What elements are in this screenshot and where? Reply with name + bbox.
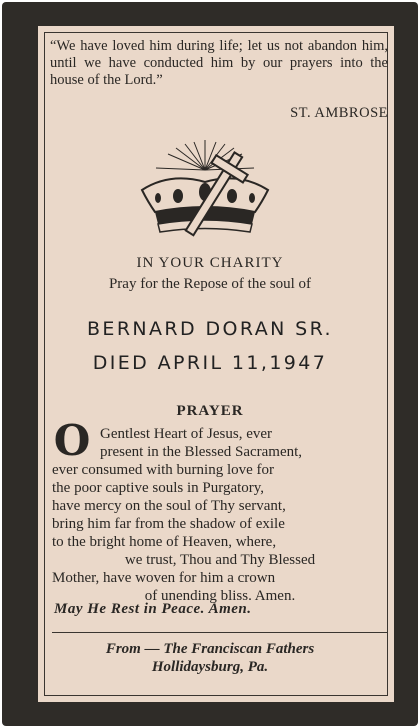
in-your-charity-heading: IN YOUR CHARITY <box>136 255 284 271</box>
divider <box>52 632 388 633</box>
opening-quote: “We have loved him during life; let us not abandon him, until we have conducted him by our prayers into the house of the Lord.” <box>50 38 388 88</box>
quote-author: ST. AMBROSE <box>290 105 388 121</box>
prayer-body <box>52 425 388 605</box>
prayer-initial: O <box>53 416 91 465</box>
prayer-line: have mercy on the soul of Thy servant, <box>52 498 286 514</box>
prayer-line: ever consumed with burning love for <box>52 462 275 478</box>
prayer-heading: PRAYER <box>176 403 244 419</box>
prayer-line: present in the Blessed Sacrament, <box>100 444 303 460</box>
prayer-line: Mother, have woven for him a crown <box>52 570 276 586</box>
deceased-name: BERNARD DORAN SR. <box>86 318 333 340</box>
prayer-line: to the bright home of Heaven, where, <box>52 534 277 550</box>
death-date: DIED APRIL 11,1947 <box>92 352 328 374</box>
prayer-line: of unending bliss. Amen. <box>144 588 296 604</box>
footer-location: Hollidaysburg, Pa. <box>151 659 269 675</box>
footer-credit <box>0 640 420 676</box>
pray-for-soul-line: Pray for the Repose of the soul of <box>108 276 312 292</box>
prayer-line: we trust, Thou and Thy Blessed <box>124 552 316 568</box>
prayer-line: bring him far from the shadow of exile <box>52 516 285 532</box>
footer-from: From — The Franciscan Fathers <box>105 641 315 657</box>
prayer-line: Gentlest Heart of Jesus, ever <box>100 426 273 442</box>
crown-with-cross-icon <box>130 132 280 252</box>
prayer-line: the poor captive souls in Purgatory, <box>52 480 265 496</box>
closing-blessing: May He Rest in Peace. Amen. <box>54 601 252 617</box>
